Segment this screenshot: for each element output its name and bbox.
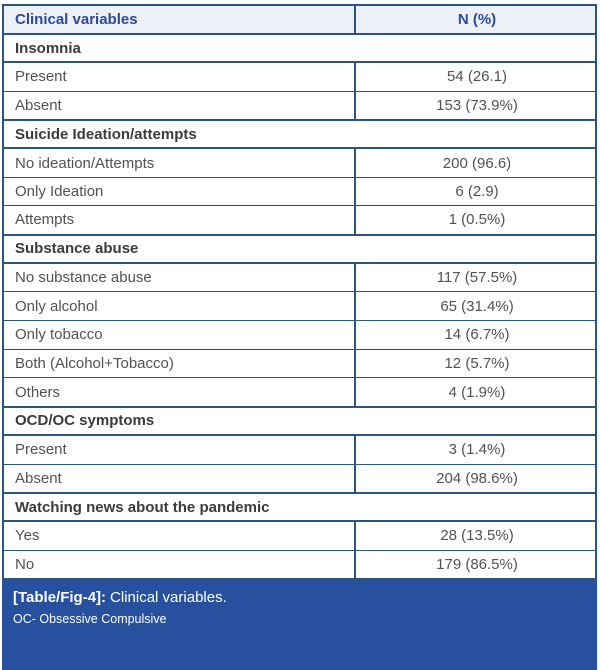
row-value: 4 (1.9%) [355,378,596,407]
row-value: 200 (96.6) [355,148,596,177]
header-row [3,5,596,34]
caption-title-line [13,588,587,607]
row-value: 54 (26.1) [355,62,596,91]
row-label: Attempts [3,206,355,235]
table-row [3,206,596,235]
table-row [3,321,596,350]
section-row [3,493,596,522]
row-label: Only tobacco [3,321,355,350]
table-caption-banner [2,580,597,670]
clinical-variables-table [2,4,597,580]
section-label: OCD/OC symptoms [3,407,596,436]
row-value: 12 (5.7%) [355,349,596,378]
caption-footnote: OC- Obsessive Compulsive [13,611,167,626]
row-value: 28 (13.5%) [355,521,596,550]
row-value: 3 (1.4%) [355,435,596,464]
row-label: Yes [3,521,355,550]
row-value: 153 (73.9%) [355,91,596,120]
row-value: 117 (57.5%) [355,263,596,292]
row-value: 179 (86.5%) [355,550,596,579]
table-row [3,91,596,120]
row-label: Present [3,62,355,91]
row-value: 6 (2.9) [355,177,596,206]
row-label: Absent [3,464,355,493]
row-label: Only alcohol [3,292,355,321]
table-row [3,464,596,493]
row-value: 14 (6.7%) [355,321,596,350]
row-label: Both (Alcohol+Tobacco) [3,349,355,378]
section-label: Suicide Ideation/attempts [3,120,596,149]
table-row [3,177,596,206]
row-value: 1 (0.5%) [355,206,596,235]
caption-title: Clinical variables. [110,588,227,606]
table-row [3,435,596,464]
row-label: Others [3,378,355,407]
table-row [3,263,596,292]
table-row [3,550,596,579]
table-row [3,148,596,177]
table-row [3,521,596,550]
column-header-n-percent: N (%) [355,5,596,34]
table-row [3,378,596,407]
row-label: No [3,550,355,579]
row-label: No ideation/Attempts [3,148,355,177]
table-body [3,34,596,579]
section-row [3,407,596,436]
row-label: Only Ideation [3,177,355,206]
section-row [3,34,596,63]
row-label: No substance abuse [3,263,355,292]
row-label: Present [3,435,355,464]
table-row [3,349,596,378]
row-label: Absent [3,91,355,120]
section-label: Insomnia [3,34,596,63]
section-row [3,235,596,264]
row-value: 65 (31.4%) [355,292,596,321]
section-row [3,120,596,149]
table-row [3,62,596,91]
section-label: Watching news about the pandemic [3,493,596,522]
row-value: 204 (98.6%) [355,464,596,493]
section-label: Substance abuse [3,235,596,264]
column-header-clinical-variables: Clinical variables [3,5,355,34]
table-row [3,292,596,321]
caption-tag: [Table/Fig-4]: [13,588,107,606]
